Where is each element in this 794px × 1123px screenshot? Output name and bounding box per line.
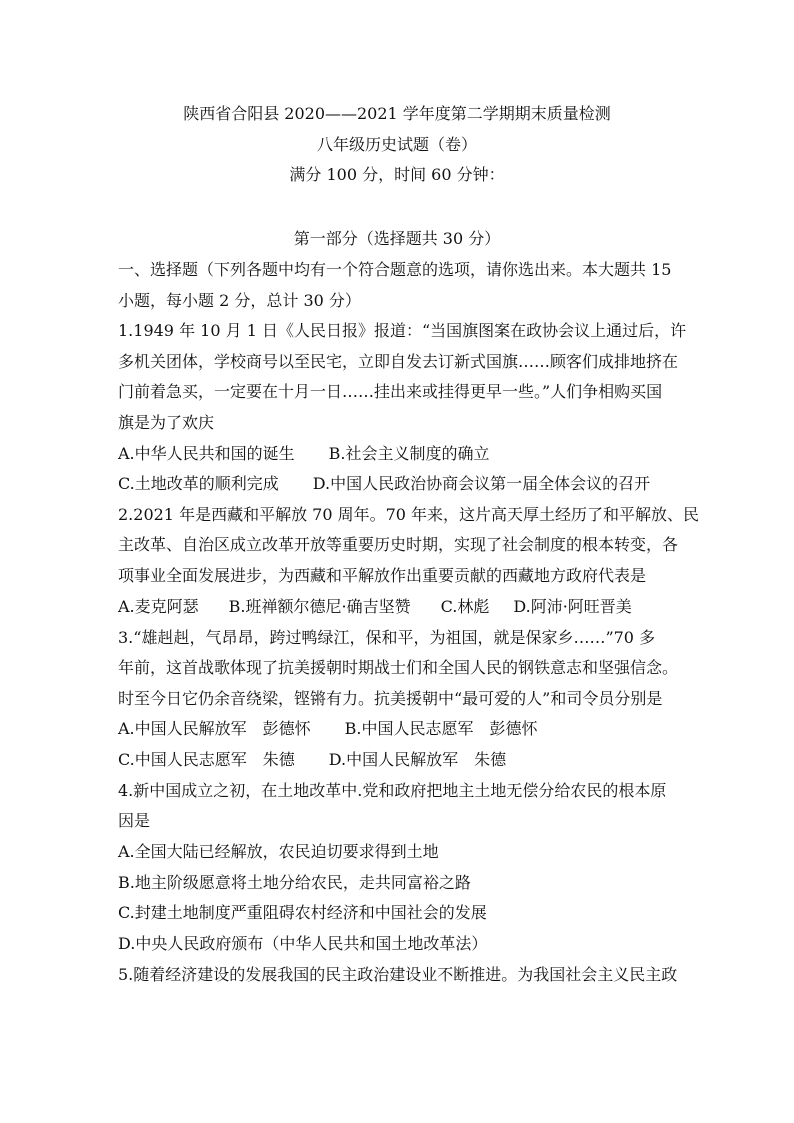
q4-stem-line: 因是: [118, 811, 151, 830]
q1-options-row: [118, 444, 490, 464]
q5-stem-line: 5.随着经济建设的发展我国的民主政治建设业不断推进。为我国社会主义民主政: [118, 965, 678, 984]
exam-title: 陕西省合阳县 2020——2021 学年度第二学期期末质量检测: [183, 104, 611, 123]
q2-option-a: A.麦克阿瑟: [118, 597, 199, 616]
q3-options-row: [118, 750, 506, 770]
q2-stem-line: 主改革、自治区成立改革开放等重要历史时期，实现了社会制度的根本转变，各: [118, 535, 679, 554]
q2-stem-line: 2.2021 年是西藏和平解放 70 周年。70 年来，这片高天厚土经历了和平解放、民: [118, 505, 700, 524]
part1-title: 第一部分（选择题共 30 分）: [293, 229, 501, 248]
q3-option-d: D.中国人民解放军 朱德: [328, 750, 507, 769]
q2-option-c: C.林彪: [440, 597, 490, 616]
q1-stem-line: 1.1949 年 10 月 1 日《人民日报》报道：“当国旗图案在政协会议上通过后，许: [118, 321, 687, 340]
exam-subject: 八年级历史试题（卷）: [316, 135, 477, 154]
q3-option-b: B.中国人民志愿军 彭德怀: [344, 719, 538, 738]
q3-option-a: A.中国人民解放军 彭德怀: [118, 719, 311, 738]
q1-option-b: B.社会主义制度的确立: [328, 444, 490, 463]
q1-stem-line: 旗是为了欢庆: [118, 413, 215, 432]
q3-stem-line: 年前，这首战歌体现了抗美援朝时期战士们和全国人民的钢铁意志和坚强信念。: [118, 658, 679, 677]
q4-option-c: C.封建土地制度严重阻碍农村经济和中国社会的发展: [118, 903, 487, 922]
exam-score-time: 满分 100 分，时间 60 分钟：: [289, 165, 505, 184]
q1-option-c: C.土地改革的顺利完成: [118, 474, 279, 493]
q2-option-d: D.阿沛·阿旺晋美: [513, 597, 632, 616]
q3-option-c: C.中国人民志愿军 朱德: [118, 750, 295, 769]
q3-stem-line: 时至今日它仍余音绕梁，铿锵有力。抗美援朝中“最可爱的人”和司令员分别是: [118, 689, 663, 708]
q1-option-a: A.中华人民共和国的诞生: [118, 444, 295, 463]
q4-option-a: A.全国大陆已经解放，农民迫切要求得到土地: [118, 842, 439, 861]
q1-stem-line: 多机关团体，学校商号以至民宅，立即自发去订新式国旗……顾客们成排地挤在: [118, 352, 679, 371]
q3-stem-line: 3.“雄赳赳，气昂昂，跨过鸭绿江，保和平，为祖国，就是保家乡……”70 多: [118, 628, 656, 647]
q1-stem-line: 门前着急买，一定要在十月一日……挂出来或挂得更早一些。”人们争相购买国: [118, 382, 663, 401]
instruction-line: 小题，每小题 2 分，总计 30 分）: [118, 291, 361, 310]
q4-option-d: D.中央人民政府颁布（中华人民共和国土地改革法）: [118, 934, 488, 953]
q2-options-row: [118, 597, 632, 617]
q4-stem-line: 4.新中国成立之初，在土地改革中.党和政府把地主土地无偿分给农民的根本原: [118, 781, 667, 800]
instruction-line: 一、选择题（下列各题中均有一个符合题意的选项，请你选出来。本大题共 15: [118, 260, 672, 279]
q2-stem-line: 项事业全面发展进步，为西藏和平解放作出重要贡献的西藏地方政府代表是: [118, 566, 647, 585]
q1-option-d: D.中国人民政治协商会议第一届全体会议的召开: [312, 474, 651, 493]
q1-options-row: [118, 474, 650, 494]
q3-options-row: [118, 719, 538, 739]
q4-option-b: B.地主阶级愿意将土地分给农民，走共同富裕之路: [118, 873, 471, 892]
q2-option-b: B.班禅额尔德尼·确吉坚赞: [228, 597, 411, 616]
